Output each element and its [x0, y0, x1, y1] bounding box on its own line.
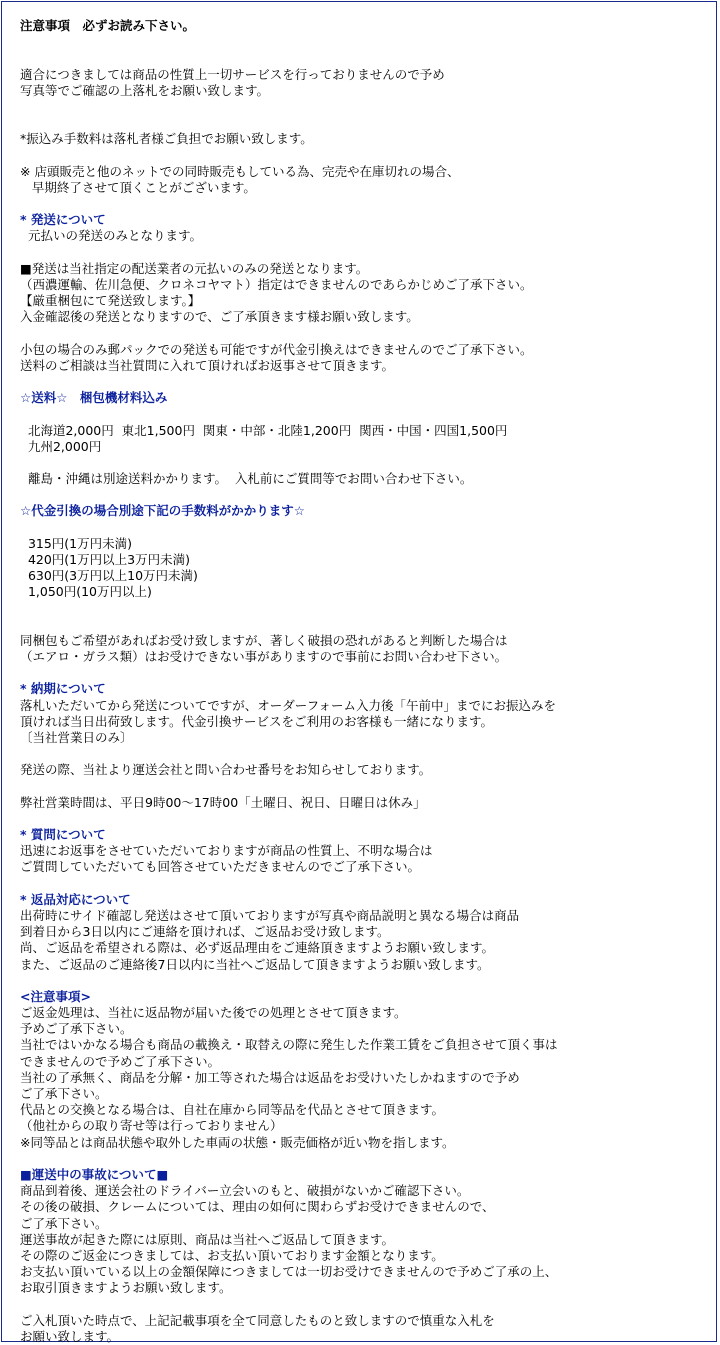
- closing-line: ご入札頂いた時点で、上記記載事項を全て同意したものと致しますので慎重な入札を: [20, 1312, 495, 1328]
- fee-note: *振込み手数料は落札者様ご負担でお願い致します。: [20, 131, 313, 147]
- caution-line: 当社の了承無く、商品を分解・加工等された場合は返品をお受けいたしかねますので予め: [20, 1069, 520, 1085]
- shipping-line: 入金確認後の発送となりますので、ご了承頂きます様お願い致します。: [20, 309, 419, 325]
- islands-note: 離島・沖縄は別途送料かかります。 入札前にご質問等でお問い合わせ下さい。: [20, 471, 473, 487]
- cod-heading: ☆代金引換の場合別途下記の手数料がかかります☆: [20, 503, 305, 519]
- store-note-line: 早期終了させて頂くことがございます。: [20, 179, 256, 195]
- returns-line: また、ご返品のご連絡後7日以内に当社へご返品して頂きますようお願い致します。: [20, 956, 490, 972]
- caution-heading: <注意事項>: [20, 988, 91, 1004]
- intro-line: 適合につきましては商品の性質上一切サービスを行っておりませんので予め: [20, 66, 445, 82]
- caution-line: できませんので予めご了承下さい。: [20, 1053, 221, 1069]
- shipping-line: 【厳重梱包にて発送致します。】: [20, 293, 201, 309]
- accidents-line: ご了承下さい。: [20, 1215, 108, 1231]
- intro-line: 写真等でご確認の上落札をお願い致します。: [20, 82, 270, 98]
- accidents-heading: ■運送中の事故について■: [20, 1166, 169, 1182]
- caution-line: 予めご了承下さい。: [20, 1021, 133, 1037]
- caution-line: （他社からの取り寄せ等は行っておりません）: [20, 1118, 283, 1134]
- shipping-line: （西濃運輸、佐川急便、クロネコヤマト）指定はできませんのであらかじめご了承下さい。: [20, 277, 533, 292]
- accidents-line: お支払い頂いている以上の金額保障につきましては一切お受けできませんので予めご了承の上、: [20, 1264, 558, 1280]
- accidents-line: お取引頂きますようお願い致します。: [20, 1280, 232, 1296]
- accidents-line: その後の破損、クレームについては、理由の如何に関わらずお受けできませんので、: [20, 1199, 495, 1215]
- cod-fee: 420円(1万円以上3万円未満): [20, 551, 190, 567]
- shipping-subline: 元払いの発送のみとなります。: [20, 228, 202, 244]
- returns-heading: * 返品対応について: [20, 891, 131, 907]
- closing-line: お願い致します。: [20, 1328, 120, 1344]
- questions-heading: * 質問について: [20, 827, 106, 842]
- returns-line: 出荷時にサイド確認し発送はさせて頂いておりますが写真や商品説明と異なる場合は商品: [20, 907, 520, 923]
- delivery-line: 頂ければ当日出荷致します。代金引換サービスをご利用のお客様も一緒になります。: [20, 713, 494, 729]
- returns-line: 到着日から3日以内にご連絡を頂ければ、ご返品お受け致します。: [20, 924, 390, 940]
- caution-line: ご返金処理は、当社に返品物が届いた後での処理とさせて頂きます。: [20, 1005, 407, 1021]
- rates-line: 九州2,000円: [20, 438, 102, 454]
- returns-line: 尚、ご返品を希望される際は、必ず返品理由をご連絡頂きますようお願い致します。: [20, 940, 495, 956]
- bundling-line: 同梱包もご希望があればお受け致しますが、著しく破損の恐れがあると判断した場合は: [20, 632, 508, 648]
- cod-fee: 315円(1万円未満): [20, 535, 133, 551]
- caution-line: 代品との交換となる場合は、自社在庫から同等品を代品とさせて頂きます。: [20, 1102, 445, 1118]
- delivery-line: 〔当社営業日のみ〕: [20, 729, 133, 745]
- small-package-line: 送料のご相談は当社質問に入れて頂ければお返事させて頂きます。: [20, 357, 395, 373]
- store-note-line: ※ 店頭販売と他のネットでの同時販売もしている為、完売や在庫切れの場合、: [20, 163, 460, 179]
- shipping-heading: * 発送について: [20, 212, 106, 228]
- rates-line: 北海道2,000円 東北1,500円 関東・中部・北陸1,200円 関西・中国・四国1,500円: [20, 422, 508, 438]
- caution-line: ご了承下さい。: [20, 1086, 108, 1101]
- tracking-note: 発送の際、当社より運送会社と問い合わせ番号をお知らせしております。: [20, 762, 432, 778]
- notice-frame: [1, 1, 717, 1342]
- business-hours: 弊社営業時間は、平日9時00～17時00「土曜日、祝日、日曜日は休み」: [20, 794, 426, 810]
- caution-line: 当社ではいかなる場合も商品の載換え・取替えの際に発生した作業工賃をご負担させて頂く事は: [20, 1037, 558, 1053]
- accidents-line: 商品到着後、運送会社のドライバー立会いのもと、破損がないかご確認下さい。: [20, 1183, 470, 1199]
- questions-line: 迅速にお返事をさせていただいておりますが商品の性質上、不明な場合は: [20, 843, 433, 859]
- accidents-line: 運送事故が起きた際には原則、商品は当社へご返品して頂きます。: [20, 1231, 395, 1247]
- cod-fee: 630円(3万円以上10万円未満): [20, 568, 198, 583]
- shipping-line: ■発送は当社指定の配送業者の元払いのみの発送となります。: [20, 260, 369, 276]
- bundling-line: （エアロ・ガラス類）はお受けできない事がありますので事前にお問い合わせ下さい。: [20, 648, 508, 664]
- cod-fee: 1,050円(10万円以上): [20, 584, 152, 600]
- rates-heading: ☆送料☆ 梱包機材料込み: [20, 390, 168, 406]
- questions-line: ご質問していただいても回答させていただきませんのでご了承下さい。: [20, 859, 421, 875]
- small-package-line: 小包の場合のみ郵パックでの発送も可能ですが代金引換えはできませんのでご了承下さい。: [20, 341, 533, 357]
- page-title: 注意事項 必ずお読み下さい。: [20, 18, 196, 33]
- accidents-line: その際のご返金につきましては、お支払い頂いております金額となります。: [20, 1247, 444, 1263]
- delivery-line: 落札いただいてから発送についてですが、オーダーフォーム入力後「午前中」までにお振込みを: [20, 697, 557, 713]
- delivery-heading: * 納期について: [20, 681, 106, 697]
- caution-line: ※同等品とは商品状態や取外した車両の状態・販売価格が近い物を指します。: [20, 1134, 455, 1150]
- notice-content: [20, 18, 716, 1345]
